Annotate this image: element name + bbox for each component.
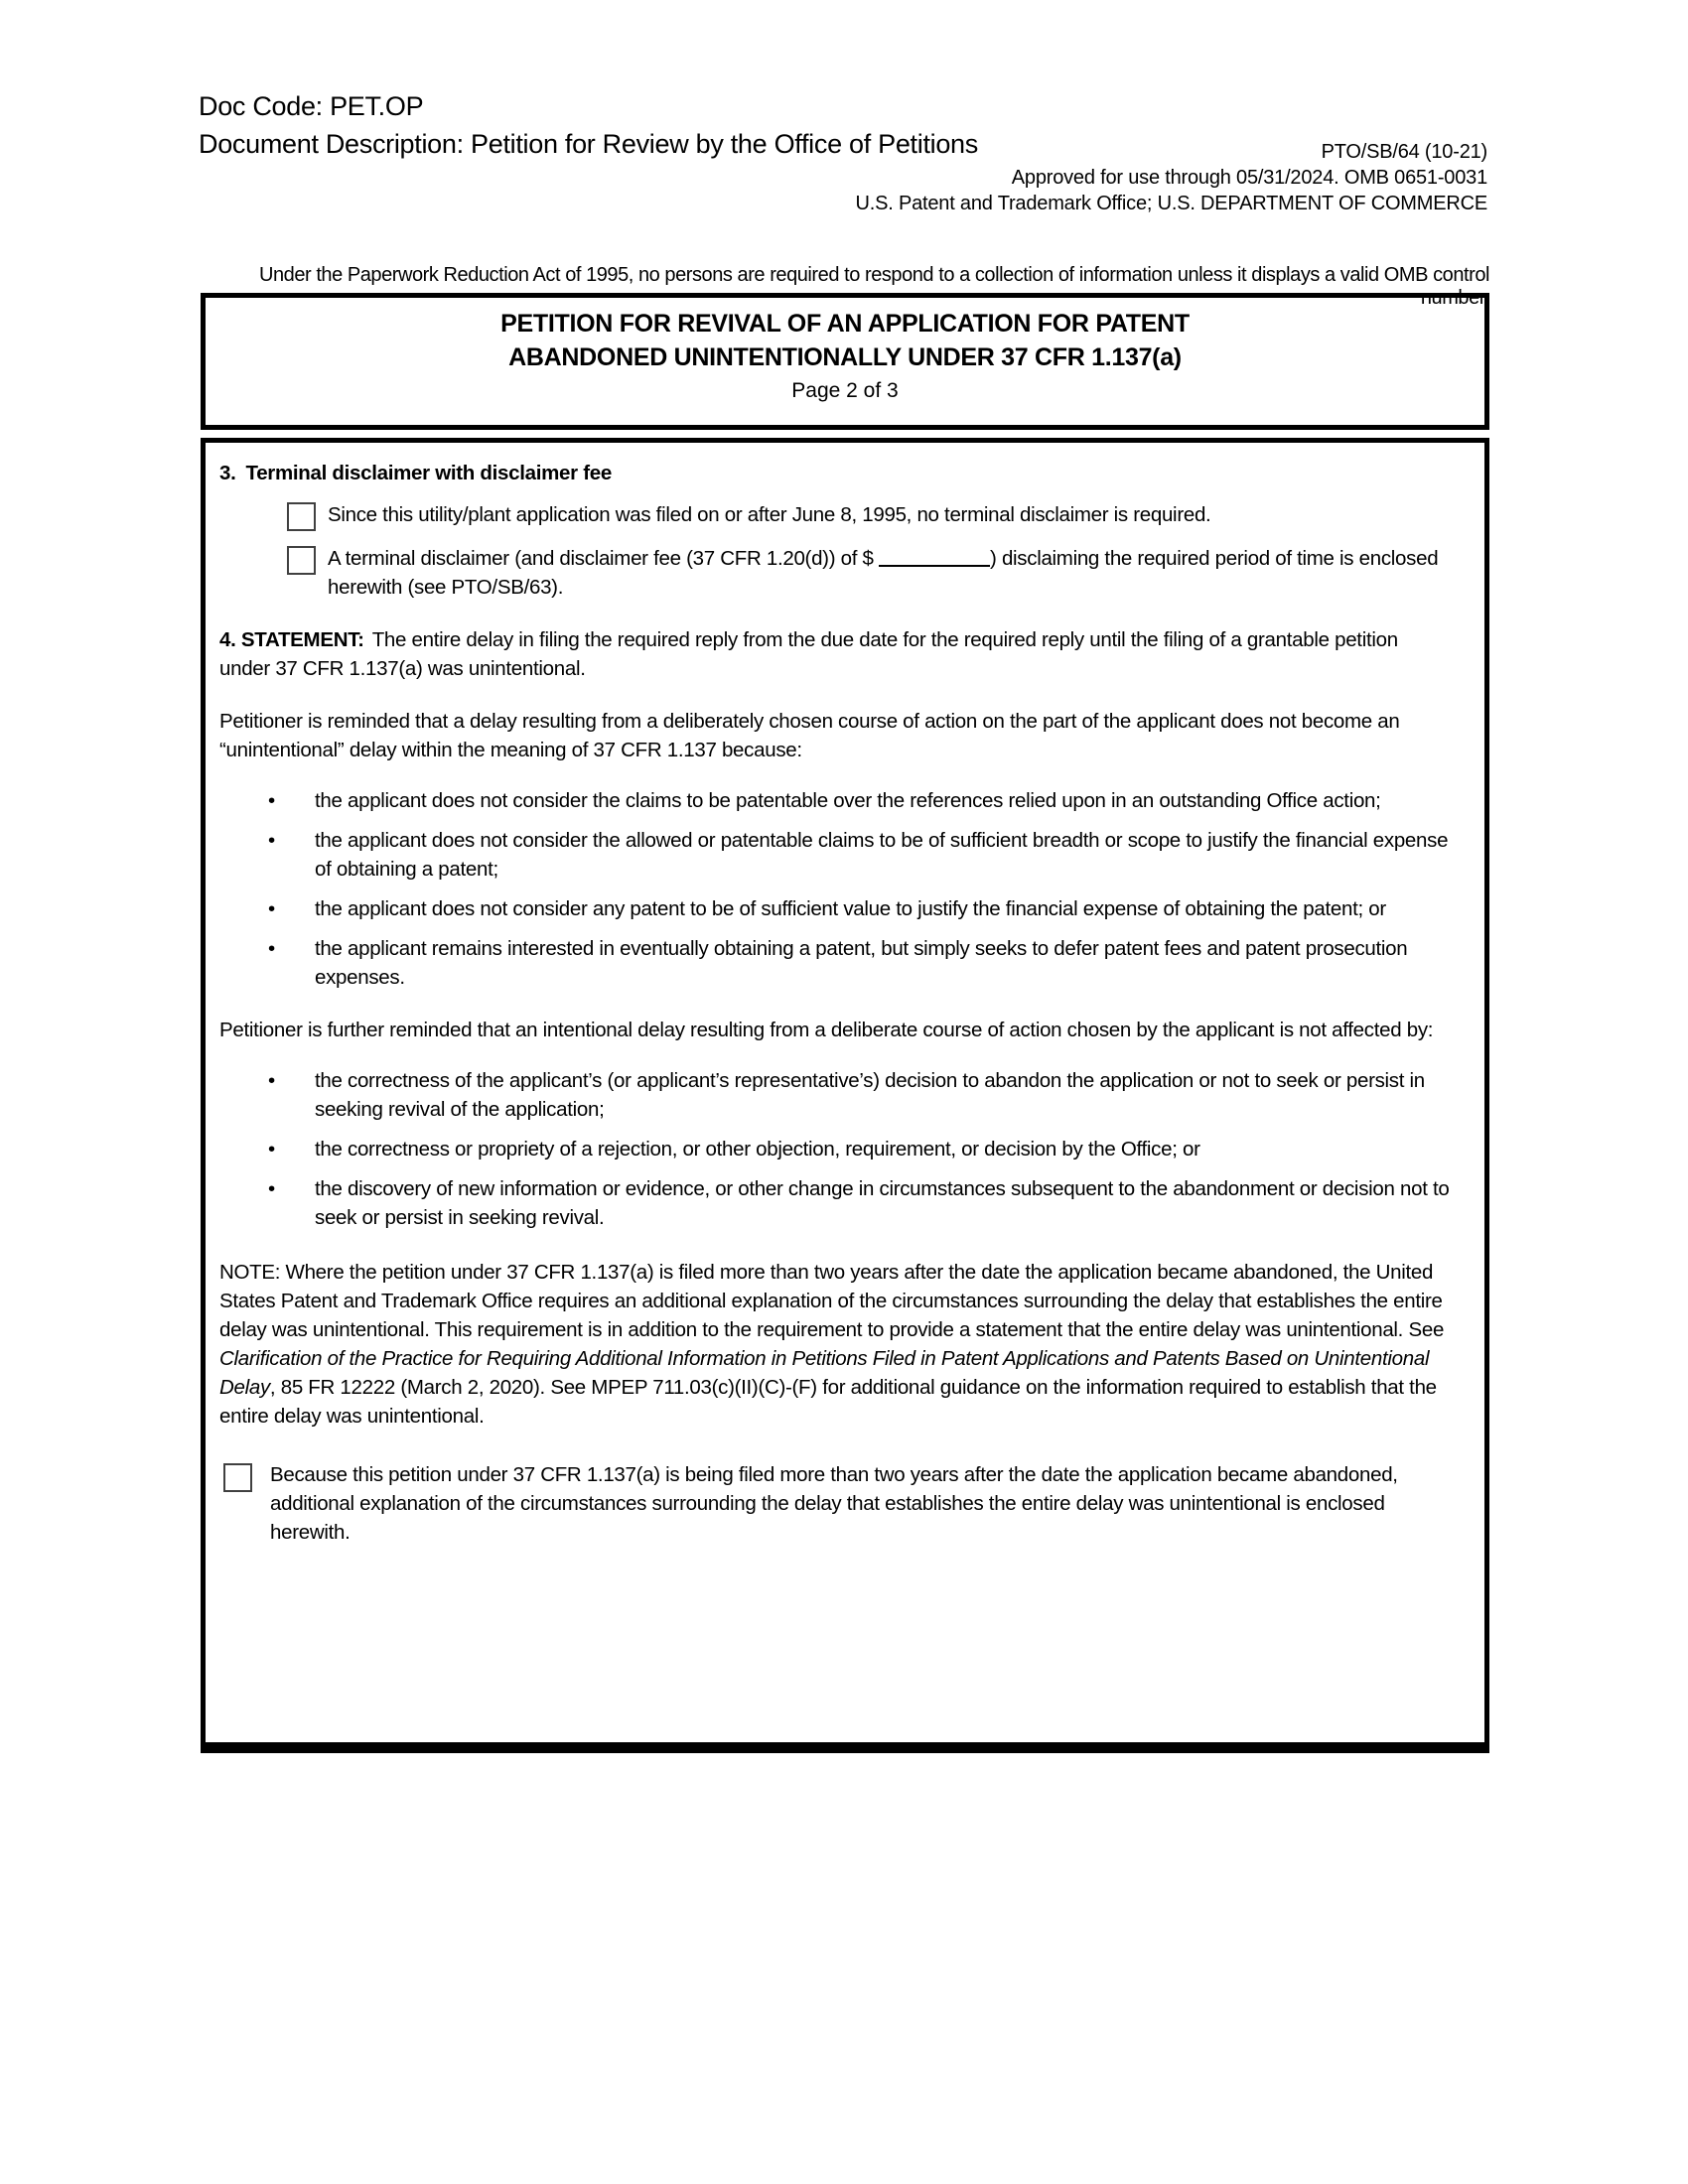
list-item: • the applicant does not consider the claims to be patentable over the references relied upon in an outstanding Office action; — [219, 786, 1451, 815]
list-item: • the discovery of new information or evidence, or other change in circumstances subsequent to the abandonment or decision not to seek or persist in seeking revival. — [219, 1174, 1451, 1232]
form-number: PTO/SB/64 (10-21) — [1321, 141, 1487, 163]
title-box — [201, 293, 1489, 430]
two-year-explanation-label: Because this petition under 37 CFR 1.137(a) is being filed more than two years after the date the application became abandoned, additional explanation of the circumstances surrounding the delay that establishes the entire delay was unintentional is enclosed herewith. — [270, 1463, 1398, 1544]
reminder1-bullet-list — [219, 786, 1451, 992]
section3-option2-label — [328, 544, 1451, 602]
list-item: • the applicant does not consider the allowed or patentable claims to be of sufficient breadth or scope to justify the financial expense of obtaining a patent; — [219, 826, 1451, 884]
section3-option1-row — [219, 500, 1451, 531]
agency-line: U.S. Patent and Trademark Office; U.S. DEPARTMENT OF COMMERCE — [855, 193, 1487, 214]
reminder1-paragraph: Petitioner is reminded that a delay resulting from a deliberately chosen course of action on the part of the applicant does not become an “unintentional” delay within the meaning of 37 CFR 1.137 because: — [219, 710, 1400, 761]
note-text-post: , 85 FR 12222 (March 2, 2020). See MPEP 711.03(c)(II)(C)-(F) for additional guidance on the information required to establish that the entire delay was unintentional. — [219, 1376, 1437, 1428]
reminder2-bullet-list — [219, 1066, 1451, 1232]
doc-code: Doc Code: PET.OP — [199, 91, 424, 121]
section3-option2-row — [219, 544, 1451, 602]
list-item: • the applicant remains interested in eventually obtaining a patent, but simply seeks to defer patent fees and patent prosecution expenses. — [219, 934, 1451, 992]
section3-option2-text-post: ) disclaiming the required period of time is enclosed herewith (see PTO/SB/63). — [328, 547, 1439, 599]
no-terminal-disclaimer-checkbox[interactable] — [287, 502, 316, 531]
section4-heading-label: STATEMENT: — [240, 628, 364, 651]
list-item: • the correctness of the applicant’s (or applicant’s representative’s) decision to abandon the application or not to seek or persist in seeking revival of the application; — [219, 1066, 1451, 1124]
two-year-explanation-checkbox[interactable] — [223, 1463, 252, 1492]
page-indicator: Page 2 of 3 — [791, 379, 899, 402]
section3-heading — [219, 459, 1451, 487]
form-meta — [856, 139, 1488, 216]
section4-statement — [219, 625, 1451, 683]
doc-description: Document Description: Petition for Review by the Office of Petitions — [199, 129, 978, 159]
note-text-pre: NOTE: Where the petition under 37 CFR 1.137(a) is filed more than two years after the date the application became abandoned, the United States Patent and Trademark Office requires an additional explanation of the circumstances surrounding the delay that establishes the entire delay was unintentional. This requirement is in addition to the requirement to provide a statement that the entire delay was unintentional. See — [219, 1261, 1445, 1341]
list-item: • the applicant does not consider any patent to be of sufficient value to justify the financial expense of obtaining the patent; or — [219, 894, 1451, 923]
paperwork-reduction-notice: Under the Paperwork Reduction Act of 1995, no persons are required to respond to a collection of information unless it displays a valid OMB control number. — [258, 264, 1489, 309]
section4-statement-text: The entire delay in filing the required reply from the due date for the required reply until the filing of a grantable petition under 37 CFR 1.137(a) was unintentional. — [219, 628, 1398, 680]
section4-number: 4. — [219, 628, 236, 651]
section3-option1-label: Since this utility/plant application was filed on or after June 8, 1995, no terminal disclaimer is required. — [328, 503, 1211, 526]
disclaimer-fee-amount-field[interactable] — [879, 549, 990, 567]
form-body — [201, 438, 1489, 1753]
omb-approval: Approved for use through 05/31/2024. OMB 0651-0031 — [1011, 167, 1487, 189]
two-year-explanation-row — [219, 1460, 1451, 1547]
section3-option2-text-pre: A terminal disclaimer (and disclaimer fee (37 CFR 1.20(d)) of $ — [328, 547, 880, 570]
form-title-line2: ABANDONED UNINTENTIONALLY UNDER 37 CFR 1.137(a) — [508, 343, 1182, 371]
section3-number: 3. — [219, 462, 236, 484]
form-title-line1: PETITION FOR REVIVAL OF AN APPLICATION FOR PATENT — [500, 310, 1190, 338]
terminal-disclaimer-enclosed-checkbox[interactable] — [287, 546, 316, 575]
note-citation-italic: Clarification of the Practice for Requiring Additional Information in Petitions Filed in Patent Applications and Patents Based on Unintentional Delay — [219, 1347, 1430, 1399]
list-item: • the correctness or propriety of a rejection, or other objection, requirement, or decision by the Office; or — [219, 1135, 1451, 1163]
section3-heading-label: Terminal disclaimer with disclaimer fee — [245, 462, 612, 484]
note-paragraph — [219, 1258, 1451, 1431]
reminder2-paragraph: Petitioner is further reminded that an intentional delay resulting from a deliberate course of action chosen by the applicant is not affected by: — [219, 1019, 1434, 1041]
